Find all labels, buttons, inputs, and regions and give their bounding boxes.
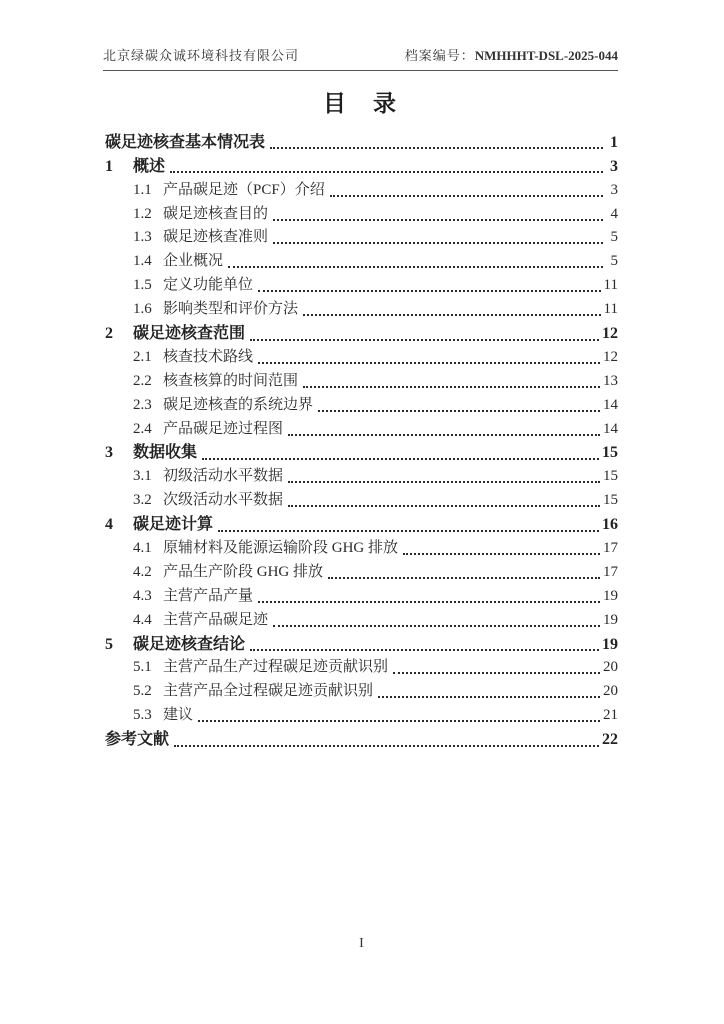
toc-entry-label: 核查技术路线	[163, 348, 254, 365]
toc-entry-label: 产品生产阶段 GHG 排放	[163, 563, 323, 580]
toc-entry-number: 1	[105, 157, 113, 175]
toc-entry-label: 主营产品全过程碳足迹贡献识别	[163, 683, 374, 700]
dot-leader	[228, 266, 603, 268]
header-company-name: 北京绿碳众诚环境科技有限公司	[103, 48, 300, 63]
toc-entry-page-number: 15	[603, 492, 618, 509]
toc-entry-page-number: 4	[610, 205, 618, 222]
toc-entry-label: 碳足迹计算	[133, 516, 214, 534]
dot-leader	[303, 386, 600, 388]
toc-entry-label: 碳足迹核查结论	[133, 635, 246, 653]
toc-entry-label: 核查核算的时间范围	[163, 372, 299, 389]
toc-entry-label: 数据收集	[133, 444, 198, 462]
dot-leader	[330, 195, 603, 197]
toc-entry-page-number: 19	[602, 635, 618, 653]
toc-entry-label: 企业概况	[163, 253, 224, 270]
dot-leader	[378, 696, 600, 698]
toc-entry-page-number: 14	[603, 420, 618, 437]
toc-entry[interactable]	[105, 607, 618, 631]
toc-entry-label: 产品碳足迹（PCF）介绍	[163, 181, 325, 198]
toc-entry-number: 4.3	[133, 587, 152, 604]
toc-entry-number: 5.1	[133, 659, 152, 676]
dot-leader	[170, 171, 603, 173]
toc-entry[interactable]	[105, 416, 618, 440]
toc-entry[interactable]	[105, 487, 618, 511]
toc-entry-label: 碳足迹核查基本情况表	[105, 133, 266, 151]
toc-entry-page-number: 11	[603, 301, 618, 318]
toc-entry-label: 定义功能单位	[163, 277, 254, 294]
toc-entry[interactable]	[105, 678, 618, 702]
toc-entry-number: 1.4	[133, 253, 152, 270]
dot-leader	[202, 458, 599, 460]
toc-entry[interactable]	[105, 559, 618, 583]
page-number-footer: I	[359, 936, 365, 951]
toc-entry-number: 1.1	[133, 181, 152, 198]
dot-leader	[318, 410, 600, 412]
toc-entry-page-number: 5	[610, 229, 618, 246]
file-number-label: 档案编号：	[404, 48, 475, 63]
dot-leader	[288, 434, 600, 436]
toc-entry[interactable]	[105, 702, 618, 726]
toc-entry-page-number: 5	[610, 253, 618, 270]
toc-entry[interactable]	[105, 177, 618, 201]
dot-leader	[198, 720, 600, 722]
toc-entry-page-number: 16	[602, 516, 618, 534]
toc-entry-label: 主营产品产量	[163, 587, 254, 604]
toc-entry-number: 3	[105, 444, 113, 462]
toc-entry-number: 3.1	[133, 468, 152, 485]
toc-entry[interactable]	[105, 368, 618, 392]
table-of-contents	[105, 129, 618, 750]
toc-entry-number: 5.3	[133, 707, 152, 724]
toc-entry-label: 概述	[133, 157, 166, 175]
toc-entry-number: 4.1	[133, 540, 152, 557]
toc-entry-label: 碳足迹核查范围	[133, 325, 246, 343]
toc-entry[interactable]	[105, 296, 618, 320]
toc-entry-label: 主营产品生产过程碳足迹贡献识别	[163, 659, 389, 676]
dot-leader	[403, 553, 600, 555]
toc-entry-page-number: 13	[603, 372, 618, 389]
toc-entry[interactable]	[105, 535, 618, 559]
dot-leader	[288, 481, 600, 483]
toc-entry-page-number: 21	[603, 707, 618, 724]
dot-leader	[273, 625, 600, 627]
toc-entry[interactable]	[105, 248, 618, 272]
toc-entry-page-number: 20	[603, 659, 618, 676]
toc-entry-label: 碳足迹核查的系统边界	[163, 396, 314, 413]
toc-entry-label: 碳足迹核查准则	[163, 229, 269, 246]
toc-entry[interactable]	[105, 320, 618, 344]
toc-entry-page-number: 3	[610, 157, 618, 175]
toc-entry-number: 5.2	[133, 683, 152, 700]
toc-entry-page-number: 22	[602, 731, 618, 749]
toc-entry[interactable]	[105, 511, 618, 535]
toc-entry[interactable]	[105, 440, 618, 464]
toc-entry-number: 4	[105, 516, 113, 534]
toc-entry-page-number: 20	[603, 683, 618, 700]
toc-entry-page-number: 12	[603, 348, 618, 365]
dot-leader	[273, 219, 603, 221]
toc-entry-label: 影响类型和评价方法	[163, 301, 299, 318]
toc-entry-page-number: 1	[610, 133, 618, 151]
toc-entry[interactable]	[105, 272, 618, 296]
toc-entry[interactable]	[105, 225, 618, 249]
toc-entry-number: 2.3	[133, 396, 152, 413]
toc-entry-label: 建议	[163, 707, 194, 724]
toc-entry-number: 1.3	[133, 229, 152, 246]
toc-entry-page-number: 19	[603, 587, 618, 604]
toc-entry-page-number: 3	[610, 181, 618, 198]
dot-leader	[393, 672, 600, 674]
toc-entry-label: 碳足迹核查目的	[163, 205, 269, 222]
toc-entry-page-number: 11	[603, 277, 618, 294]
toc-entry-page-number: 17	[603, 540, 618, 557]
toc-entry[interactable]	[105, 129, 618, 153]
toc-entry[interactable]	[105, 344, 618, 368]
dot-leader	[303, 314, 601, 316]
dot-leader	[270, 147, 603, 149]
toc-entry-label: 参考文献	[105, 731, 170, 749]
dot-leader	[250, 649, 599, 651]
toc-entry-number: 5	[105, 635, 113, 653]
dot-leader	[328, 577, 600, 579]
toc-entry-page-number: 19	[603, 611, 618, 628]
toc-entry-number: 4.4	[133, 611, 152, 628]
toc-entry-number: 2.1	[133, 348, 152, 365]
toc-entry-page-number: 17	[603, 563, 618, 580]
dot-leader	[258, 601, 600, 603]
toc-entry-number: 2	[105, 325, 113, 343]
dot-leader	[250, 339, 599, 341]
document-header	[103, 45, 618, 71]
toc-entry-number: 2.4	[133, 420, 152, 437]
toc-entry-label: 原辅材料及能源运输阶段 GHG 排放	[163, 540, 398, 557]
toc-entry[interactable]	[105, 631, 618, 655]
toc-entry[interactable]	[105, 726, 618, 750]
toc-entry-page-number: 15	[602, 444, 618, 462]
file-number-value: NMHHHT-DSL-2025-044	[474, 48, 618, 63]
dot-leader	[258, 362, 600, 364]
toc-entry[interactable]	[105, 583, 618, 607]
toc-entry-label: 主营产品碳足迹	[163, 611, 269, 628]
dot-leader	[218, 530, 599, 532]
toc-entry-page-number: 14	[603, 396, 618, 413]
toc-entry[interactable]	[105, 392, 618, 416]
toc-entry[interactable]	[105, 201, 618, 225]
toc-entry-label: 产品碳足迹过程图	[163, 420, 284, 437]
toc-entry[interactable]	[105, 463, 618, 487]
dot-leader	[174, 745, 599, 747]
toc-entry-number: 2.2	[133, 372, 152, 389]
toc-entry-label: 初级活动水平数据	[163, 468, 284, 485]
toc-title: 目 录	[323, 91, 398, 116]
toc-entry-number: 4.2	[133, 563, 152, 580]
dot-leader	[273, 242, 603, 244]
toc-entry-number: 1.2	[133, 205, 152, 222]
toc-entry-number: 3.2	[133, 492, 152, 509]
dot-leader	[288, 505, 600, 507]
toc-entry-label: 次级活动水平数据	[163, 492, 284, 509]
toc-entry-number: 1.6	[133, 301, 152, 318]
toc-entry[interactable]	[105, 153, 618, 177]
toc-entry-page-number: 12	[602, 325, 618, 343]
toc-entry-number: 1.5	[133, 277, 152, 294]
toc-entry-page-number: 15	[603, 468, 618, 485]
toc-entry[interactable]	[105, 655, 618, 679]
dot-leader	[258, 290, 601, 292]
header-file-number	[405, 45, 618, 64]
